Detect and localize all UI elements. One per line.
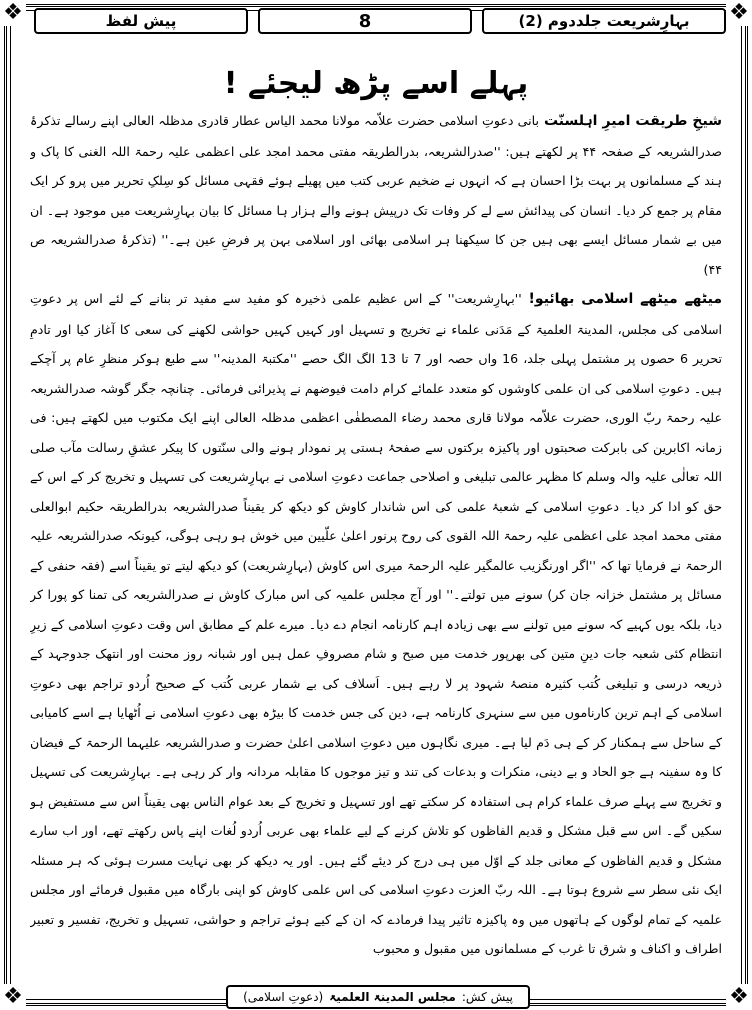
section-title: پیش لفظ: [34, 8, 248, 34]
corner-ornament-icon: ❖: [0, 984, 26, 1010]
footer-org: (دعوتِ اسلامی): [243, 990, 324, 1004]
body-text: [30, 106, 722, 982]
corner-ornament-icon: ❖: [726, 0, 752, 26]
page-number: 8: [258, 8, 472, 34]
footer-label: پیش کش:: [461, 990, 513, 1004]
page-header: [26, 8, 726, 34]
paragraph-text: ''بہارِشریعت'' کے اس عظیم علمی ذخیرہ کو مفید سے مفید تر بنانے کے لئے اس پر دعوتِ اسلامی کی مجلس، المدینۃ العلمیۃ کے مَدَنی علماء نے تخریج و تسہیل اور کہیں کہیں حواشی لکھنے کی سعی کا آغاز کیا اور تادمِ تحریر 6 حصوں پر مشتمل پہلی جلد، 16 واں حصہ اور 7 تا 13 الگ الگ حصے ''مکتبۃ المدینہ'' سے طبع ہوکر منظرِ عام پر آچکے ہیں۔ دعوتِ اسلامی کی ان علمی کاوشوں کو متعدد علمائے کرام دامت فیوضھم نے پذیرائی فرمائی۔ چنانچہ جگر گوشہ صدرالشریعہ علیہ رحمۃ ربّ الوری، حضرت علاّمہ مولانا قاری محمد رضاء المصطفٰی اعظمی مدظلہ العالی اپنے ایک مکتوب میں لکھتے ہیں: فی زمانہ اکابرین کی بابرکت صحبتوں اور پاکیزہ برکتوں سے صفحۂ ہستی پر نمودار ہونے والی سنّتوں کا پیکر عشقِ رسالت مآب صلی اللہ تعالٰی علیہ والہ وسلم کا مظہر عالمی تبلیغی و اصلاحی جماعت دعوتِ اسلامی نے بہارِشریعت کی تسہیل و تخریج کر کے اس کے حق کو ادا کر دیا۔ دعوتِ اسلامی کے شعبۂ علمی کی اس شاندار کاوش کو دیکھ کر یقیناً صدرالشریعہ بدرالطریقہ حکیم ابوالعلی مفتی محمد امجد علی اعظمی علیہ رحمۃ اللہ القوی کی روح پرنور اعلیٰ علّیین میں خوش ہو رہی ہوگی، کیونکہ صدرالشریعہ علیہ الرحمۃ نے فرمایا تھا کہ ''اگر اورنگزیب عالمگیر علیہ الرحمۃ میری اس کاوش (بہارِشریعت) کو دیکھ لیتے تو یقیناً اسے (فقہ حنفی کے مسائل پر مشتمل خزانہ جان کر) سونے میں تولتے۔'' اور آج مجلس علمیہ کی اس مبارک کاوش نے صدرالشریعہ کی تمنا کو پورا کر دیا، بلکہ یوں کہیے کہ سونے میں تولنے سے بھی زیادہ اہم کارنامہ انجام دے دیا۔ میرے علم کے مطابق اس وقت دعوتِ اسلامی کے زیرِ انتظام کئی شعبہ جات دینِ متین کی بھرپور خدمت میں صبح و شام مصروفِ عمل ہیں اور شبانہ روز محنت اور انتھک جدوجہد کے ذریعہ درسی و تبلیغی کُتب کثیرہ منصۂ شہود پر لا رہے ہیں۔ اَسلاف کی بے شمار عربی کُتب کے صحیح اُردو تراجم بھی دعوتِ اسلامی کے اہم ترین کارناموں میں سے سنہری کارنامہ ہے، دین کی جس خدمت کا بیڑہ بھی دعوتِ اسلامی نے اُٹھایا ہے اسے کامیابی کے ساحل سے ہمکنار کر کے ہی دَم لیا ہے۔ میری نگاہوں میں دعوتِ اسلامی اعلیٰ حضرت و صدرالشریعہ علیہما الرحمۃ کے فیضان کا وہ سفینہ ہے جو الحاد و بے دینی، منکرات و بدعات کی تند و تیز موجوں کا مقابلہ مردانہ وار کر رہی ہے۔ بہارِشریعت کی تسہیل و تخریج سے پہلے صرف علماء کرام ہی استفادہ کر سکتے تھے اور تسہیل و تخریج کے بعد عوام الناس بھی یقیناً اس سے مستفیض ہو سکیں گے۔ اس سے قبل مشکل و قدیم الفاظوں کو تلاش کرنے کے لیے علماء بھی عربی اُردو لُغات اپنے پاس رکھتے تھے، اور اب سارے مشکل و قدیم الفاظوں کے معانی جلد کے اوّل میں ہی درج کر دیئے گئے ہیں۔ اور یہ دیکھ کر بھی نہایت مسرت ہوئی کہ ہر مسئلہ ایک نئی سطر سے شروع ہوتا ہے۔ اللہ ربّ العزت دعوتِ اسلامی کی اس علمی کاوش کو اپنی بارگاہ میں مقبول فرمائے اور مجلس علمیہ کے تمام لوگوں کے ہاتھوں میں وہ پاکیزہ تاثیر پیدا فرمادے کہ ان کے کیے ہوئے تراجم و حواشی، تسہیل و تخریج، تفسیر و تعبیر اطراف و اکناف و شرق تا غرب کے مسلمانوں میں مقبول و محبوب: [30, 291, 722, 956]
page-footer: [226, 985, 530, 1009]
corner-ornament-icon: ❖: [726, 984, 752, 1010]
paragraph-lead: میٹھے میٹھے اسلامی بھائیو!: [521, 291, 722, 307]
book-title: بہارِشریعت جلددوم (2): [482, 8, 726, 34]
paragraph-lead: شیخِ طریقت امیرِ اہلسنّت: [538, 113, 722, 129]
corner-ornament-icon: ❖: [0, 0, 26, 26]
footer-publisher: مجلس المدینۃ العلمیۃ: [329, 990, 456, 1004]
paragraph: [30, 106, 722, 284]
paragraph: [30, 284, 722, 964]
page-title: پہلے اسے پڑھ لیجئے !: [223, 66, 529, 101]
paragraph-text: بانی دعوتِ اسلامی حضرت علاّمہ مولانا محمد الیاس عطار قادری مدظلہ العالی اپنے رسالے تذکرۂ صدرالشریعہ کے صفحہ ۴۴ پر لکھتے ہیں: ''صدرالشریعہ، بدرالطریقہ مفتی محمد امجد علی اعظمی علیہ رحمۃ اللہ الغنی کا پاک و ہند کے مسلمانوں پر بہت بڑا احسان ہے کہ انہوں نے ضخیم عربی کتب میں پھیلے ہوئے فقہی مسائل کو سِلکِ تحریر میں پرو کر ایک مقام پر جمع کر دیا۔ انسان کی پیدائش سے لے کر وفات تک درپیش ہونے والے ہزار ہا مسائل کا بیان بہارِشریعت میں موجود ہے۔ ان میں بے شمار مسائل ایسے بھی ہیں جن کا سیکھنا ہر اسلامی بھائی اور اسلامی بہن پر فرضِ عین ہے۔'' (تذکرۂ صدرالشریعہ ص ۴۴): [30, 113, 722, 277]
